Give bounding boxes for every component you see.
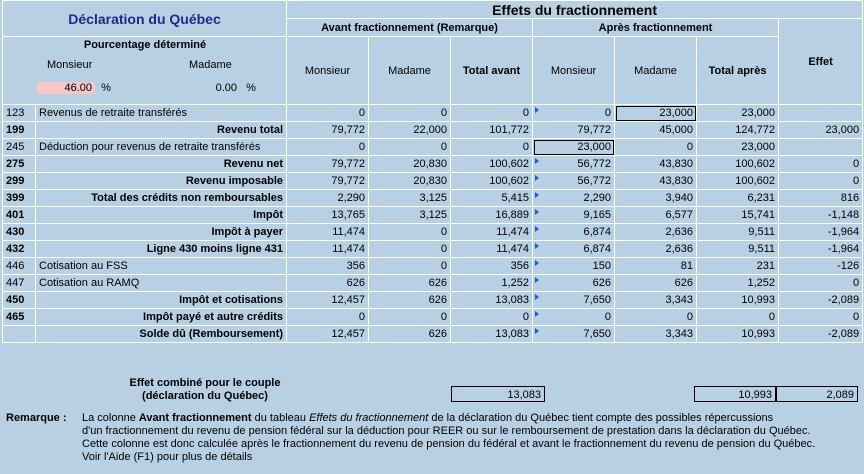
line-label: Revenu imposable (36, 173, 287, 190)
cell-apres-madame[interactable]: 0 (615, 309, 697, 326)
cell-avant-madame: 3,125 (369, 190, 451, 207)
cell-total-apres: 1,252 (697, 275, 779, 292)
cell-total-avant: 13,083 (451, 326, 533, 343)
cell-apres-monsieur[interactable]: 6,874 (533, 224, 615, 241)
cell-apres-monsieur[interactable]: 7,650 (533, 292, 615, 309)
cell-total-avant: 16,889 (451, 207, 533, 224)
line-code: 430 (3, 224, 36, 241)
cell-avant-monsieur: 0 (287, 105, 369, 122)
col-header-total-apres: Total après (697, 37, 779, 105)
table-row (3, 190, 863, 207)
cell-apres-monsieur[interactable]: 7,650 (533, 326, 615, 343)
line-code: 447 (3, 275, 36, 292)
cell-effet: 0 (779, 275, 863, 292)
cell-avant-madame: 20,830 (369, 173, 451, 190)
cell-avant-madame: 22,000 (369, 122, 451, 139)
line-label: Revenu net (36, 156, 287, 173)
cell-apres-madame[interactable]: 6,577 (615, 207, 697, 224)
cell-total-apres: 10,993 (697, 326, 779, 343)
cell-avant-monsieur: 79,772 (287, 156, 369, 173)
cell-apres-monsieur[interactable]: 9,165 (533, 207, 615, 224)
line-code: 275 (3, 156, 36, 173)
cell-avant-madame: 626 (369, 292, 451, 309)
cell-avant-monsieur: 626 (287, 275, 369, 292)
line-code: 432 (3, 241, 36, 258)
table-row (3, 122, 863, 139)
cell-effet: -126 (779, 258, 863, 275)
cell-total-apres: 9,511 (697, 241, 779, 258)
combined-effet: 2,089 (776, 386, 858, 402)
col-header-total-avant: Total avant (451, 37, 533, 105)
table-row (3, 207, 863, 224)
cell-avant-monsieur: 12,457 (287, 292, 369, 309)
table-row (3, 309, 863, 326)
table-row (3, 275, 863, 292)
line-code: 399 (3, 190, 36, 207)
cell-avant-monsieur: 0 (287, 139, 369, 156)
cell-effet: -1,964 (779, 224, 863, 241)
pct-madame-input[interactable]: 0.00 (215, 82, 237, 94)
table-row (3, 156, 863, 173)
pct-madame-label: Madame (189, 59, 232, 71)
line-label: Cotisation au RAMQ (36, 275, 287, 292)
cell-avant-monsieur: 2,290 (287, 190, 369, 207)
line-code: 401 (3, 207, 36, 224)
remark-label: Remarque : (6, 412, 67, 424)
cell-avant-madame: 0 (369, 241, 451, 258)
cell-apres-madame[interactable]: 23,000 (615, 105, 697, 122)
percentage-label: Pourcentage déterminé (83, 39, 207, 51)
cell-total-apres: 100,602 (697, 173, 779, 190)
line-label: Revenus de retraite transférés (36, 105, 287, 122)
cell-apres-madame[interactable]: 0 (615, 139, 697, 156)
cell-apres-madame[interactable]: 45,000 (615, 122, 697, 139)
cell-effet: 23,000 (779, 122, 863, 139)
col-header-apres-madame: Madame (615, 37, 697, 105)
cell-avant-monsieur: 79,772 (287, 173, 369, 190)
cell-avant-madame: 0 (369, 139, 451, 156)
cell-avant-monsieur: 13,765 (287, 207, 369, 224)
cell-avant-madame: 626 (369, 326, 451, 343)
cell-apres-madame[interactable]: 43,830 (615, 173, 697, 190)
cell-apres-monsieur[interactable]: 150 (533, 258, 615, 275)
cell-total-apres: 23,000 (697, 139, 779, 156)
cell-total-avant: 1,252 (451, 275, 533, 292)
cell-effet: -2,089 (779, 292, 863, 309)
col-header-effet: Effet (779, 19, 863, 105)
cell-apres-madame[interactable]: 2,636 (615, 241, 697, 258)
percentage-panel (3, 37, 287, 105)
cell-total-avant: 11,474 (451, 241, 533, 258)
cell-apres-monsieur[interactable]: 79,772 (533, 122, 615, 139)
cell-total-avant: 11,474 (451, 224, 533, 241)
cell-apres-monsieur[interactable]: 56,772 (533, 173, 615, 190)
cell-total-avant: 100,602 (451, 156, 533, 173)
line-code: 299 (3, 173, 36, 190)
cell-total-apres: 6,231 (697, 190, 779, 207)
cell-effet: -2,089 (779, 326, 863, 343)
cell-effet (779, 139, 863, 156)
line-label: Ligne 430 moins ligne 431 (36, 241, 287, 258)
pct-monsieur-label: Monsieur (47, 59, 93, 71)
cell-avant-monsieur: 11,474 (287, 241, 369, 258)
cell-total-avant: 0 (451, 139, 533, 156)
cell-avant-monsieur: 11,474 (287, 224, 369, 241)
cell-apres-madame[interactable]: 626 (615, 275, 697, 292)
combined-total-avant: 13,083 (451, 386, 545, 402)
cell-apres-monsieur[interactable]: 2,290 (533, 190, 615, 207)
line-label: Cotisation au FSS (36, 258, 287, 275)
cell-avant-madame: 626 (369, 275, 451, 292)
line-code: 450 (3, 292, 36, 309)
cell-apres-madame[interactable]: 43,830 (615, 156, 697, 173)
line-label: Impôt payé et autre crédits (36, 309, 287, 326)
cell-apres-madame[interactable]: 3,343 (615, 326, 697, 343)
cell-apres-monsieur[interactable]: 626 (533, 275, 615, 292)
combined-effect (0, 374, 864, 408)
cell-avant-madame: 0 (369, 224, 451, 241)
cell-apres-madame[interactable]: 2,636 (615, 224, 697, 241)
cell-avant-monsieur: 0 (287, 309, 369, 326)
cell-total-avant: 0 (451, 309, 533, 326)
cell-avant-madame: 0 (369, 105, 451, 122)
table-row (3, 105, 863, 122)
cell-total-apres: 124,772 (697, 122, 779, 139)
table-row (3, 326, 863, 343)
col-header-apres-monsieur: Monsieur (533, 37, 615, 105)
cell-total-apres: 15,741 (697, 207, 779, 224)
cell-total-apres: 0 (697, 309, 779, 326)
cell-total-apres: 23,000 (697, 105, 779, 122)
cell-apres-monsieur[interactable]: 0 (533, 309, 615, 326)
cell-apres-monsieur[interactable]: 0 (533, 105, 615, 122)
combined-total-apres: 10,993 (694, 386, 776, 402)
line-label: Déduction pour revenus de retraite transférés (36, 139, 287, 156)
cell-total-apres: 231 (697, 258, 779, 275)
line-code: 199 (3, 122, 36, 139)
cell-effet: 0 (779, 173, 863, 190)
cell-effet: 0 (779, 156, 863, 173)
col-header-avant-monsieur: Monsieur (287, 37, 369, 105)
pct-madame-unit: % (246, 82, 256, 94)
line-code (3, 326, 36, 343)
cell-total-apres: 9,511 (697, 224, 779, 241)
cell-total-avant: 100,602 (451, 173, 533, 190)
line-label: Solde dû (Remboursement) (36, 326, 287, 343)
table-row (3, 139, 863, 156)
cell-apres-madame[interactable]: 81 (615, 258, 697, 275)
cell-avant-madame: 0 (369, 309, 451, 326)
line-code: 245 (3, 139, 36, 156)
table-row (3, 258, 863, 275)
cell-effet: 0 (779, 309, 863, 326)
col-header-avant-madame: Madame (369, 37, 451, 105)
cell-avant-monsieur: 12,457 (287, 326, 369, 343)
cell-avant-madame: 3,125 (369, 207, 451, 224)
cell-apres-monsieur[interactable]: 23,000 (533, 139, 615, 156)
pct-monsieur-unit: % (101, 82, 111, 94)
line-code: 446 (3, 258, 36, 275)
cell-total-avant: 5,415 (451, 190, 533, 207)
table-row (3, 292, 863, 309)
apres-section-title: Après fractionnement (533, 19, 779, 37)
line-label: Impôt et cotisations (36, 292, 287, 309)
cell-total-avant: 13,083 (451, 292, 533, 309)
effects-title: Effets du fractionnement (287, 1, 863, 19)
combined-effect-label: Effet combiné pour le couple (déclaration du Québec) (129, 377, 281, 402)
pct-monsieur-input[interactable]: 46.00 (37, 82, 95, 94)
line-code: 123 (3, 105, 36, 122)
cell-avant-monsieur: 79,772 (287, 122, 369, 139)
cell-avant-madame: 0 (369, 258, 451, 275)
table-row (3, 173, 863, 190)
cell-apres-monsieur[interactable]: 56,772 (533, 156, 615, 173)
avant-section-title: Avant fractionnement (Remarque) (287, 19, 533, 37)
table-row (3, 241, 863, 258)
cell-apres-madame[interactable]: 3,940 (615, 190, 697, 207)
cell-apres-madame[interactable]: 3,343 (615, 292, 697, 309)
line-label: Impôt à payer (36, 224, 287, 241)
cell-apres-monsieur[interactable]: 6,874 (533, 241, 615, 258)
cell-total-apres: 10,993 (697, 292, 779, 309)
page-title: Déclaration du Québec (3, 1, 287, 37)
cell-avant-monsieur: 356 (287, 258, 369, 275)
cell-effet: -1,148 (779, 207, 863, 224)
cell-total-avant: 101,772 (451, 122, 533, 139)
line-label: Revenu total (36, 122, 287, 139)
line-label: Impôt (36, 207, 287, 224)
table-row (3, 224, 863, 241)
cell-total-avant: 0 (451, 105, 533, 122)
cell-effet (779, 105, 863, 122)
effects-table (2, 0, 863, 343)
cell-effet: -1,964 (779, 241, 863, 258)
cell-effet: 816 (779, 190, 863, 207)
line-code: 465 (3, 309, 36, 326)
cell-total-avant: 356 (451, 258, 533, 275)
cell-avant-madame: 20,830 (369, 156, 451, 173)
cell-total-apres: 100,602 (697, 156, 779, 173)
line-label: Total des crédits non remboursables (36, 190, 287, 207)
